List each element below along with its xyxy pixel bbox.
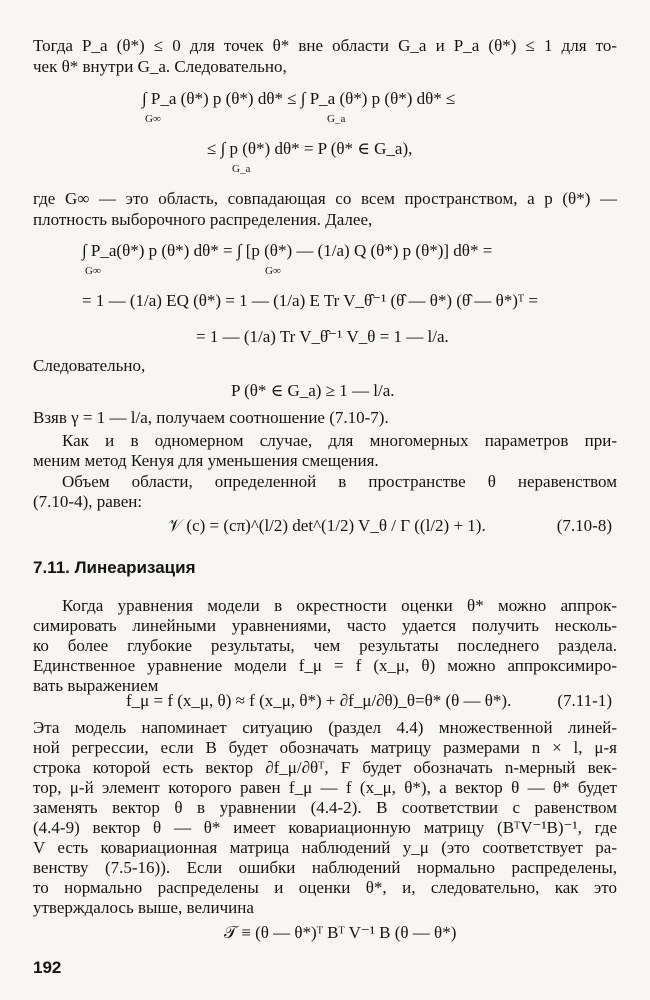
text-line: заменять вектор θ в уравнении (4.4-2). В соответствии с равенством [33,798,617,817]
text-line: венству (7.5-16)). Если ошибки наблюдений нормально распределены, [33,858,617,877]
text-line: тор, μ-й элемент которого равен f_μ — f (x_μ, θ*), а вектор θ — θ* будет [33,778,617,797]
equation-number: (7.10-8) [556,516,612,535]
equation-line: 𝒱 (c) = (cπ)^(l/2) det^(1/2) V_θ / Γ ((l/2) + 1). [168,516,486,535]
text-line: чек θ* внутри G_a. Следовательно, [33,57,287,76]
text-line: меним метод Кенуя для уменьшения смещения. [33,451,379,470]
text-line: вать выражением [33,676,159,695]
text-line: Когда уравнения модели в окрестности оценки θ* можно аппрок- [62,596,617,615]
text-line: Эта модель напоминает ситуацию (раздел 4.4) множественной линей- [33,718,617,737]
text-line: Следовательно, [33,356,146,375]
text-line: Тогда P_a (θ*) ≤ 0 для точек θ* вне области G_a и P_a (θ*) ≤ 1 для то- [33,36,617,55]
integral-limit: G_a [232,163,251,175]
equation-line: P (θ* ∈ G_a) ≥ 1 — l/a. [231,381,395,400]
text-line: строка которой есть вектор ∂f_μ/∂θᵀ, F будет обозначать n-мерный век- [33,758,617,777]
section-heading: 7.11. Линеаризация [33,558,196,577]
equation-line: = 1 — (1/a) Tr V_θ̂⁻¹ V_θ = 1 — l/a. [196,327,449,346]
equation-line: ∫ P_a (θ*) p (θ*) dθ* ≤ ∫ P_a (θ*) p (θ*) dθ* ≤ [142,89,456,108]
integral-limit: G_a [327,113,346,125]
integral-limit: G∞ [85,265,101,277]
text-line: ной регрессии, если B будет обозначать матрицу размерами n × l, μ-я [33,738,617,757]
text-line: V есть ковариационная матрица наблюдений y_μ (это соответствует ра- [33,838,617,857]
text-line: Единственное уравнение модели f_μ = f (x_μ, θ) можно аппроксимиро- [33,656,617,675]
text-line: Взяв γ = 1 — l/a, получаем соотношение (7.10-7). [33,408,389,427]
text-line: утверждалось выше, величина [33,898,254,917]
integral-limit: G∞ [145,113,161,125]
text-line: (4.4-9) вектор θ — θ* имеет ковариационную матрицу (BᵀV⁻¹B)⁻¹, где [33,818,617,837]
equation-line: ∫ P_a(θ*) p (θ*) dθ* = ∫ [p (θ*) — (1/a) Q (θ*) p (θ*)] dθ* = [82,241,493,260]
text-line: плотность выборочного распределения. Далее, [33,210,373,229]
equation-line: = 1 — (1/a) EQ (θ*) = 1 — (1/a) E Tr V_θ̂⁻¹ (θ̂ — θ*) (θ̂ — θ*)ᵀ = [82,291,538,310]
text-line: Как и в одномерном случае, для многомерных параметров при- [62,431,617,450]
equation-line: ≤ ∫ p (θ*) dθ* = P (θ* ∈ G_a), [207,139,413,158]
text-line: то нормально распределены и оценки θ*, и, следовательно, как это [33,878,617,897]
integral-limit: G∞ [265,265,281,277]
text-line: Объем области, определенной в пространстве θ неравенством [62,472,617,491]
text-line: (7.10-4), равен: [33,492,143,511]
equation-line: f_μ = f (x_μ, θ) ≈ f (x_μ, θ*) + ∂f_μ/∂θ)_θ=θ* (θ — θ*). [126,691,512,710]
equation-line: 𝒯 ≡ (θ — θ*)ᵀ Bᵀ V⁻¹ B (θ — θ*) [224,923,457,942]
text-line: симировать линейными уравнениями, часто удается получить несколь- [33,616,617,635]
page-number: 192 [33,958,62,977]
text-line: ко более глубокие результаты, чем результаты последнего раздела. [33,636,617,655]
equation-number: (7.11-1) [557,691,612,710]
text-line: где G∞ — это область, совпадающая со всем пространством, а p (θ*) — [33,189,617,208]
